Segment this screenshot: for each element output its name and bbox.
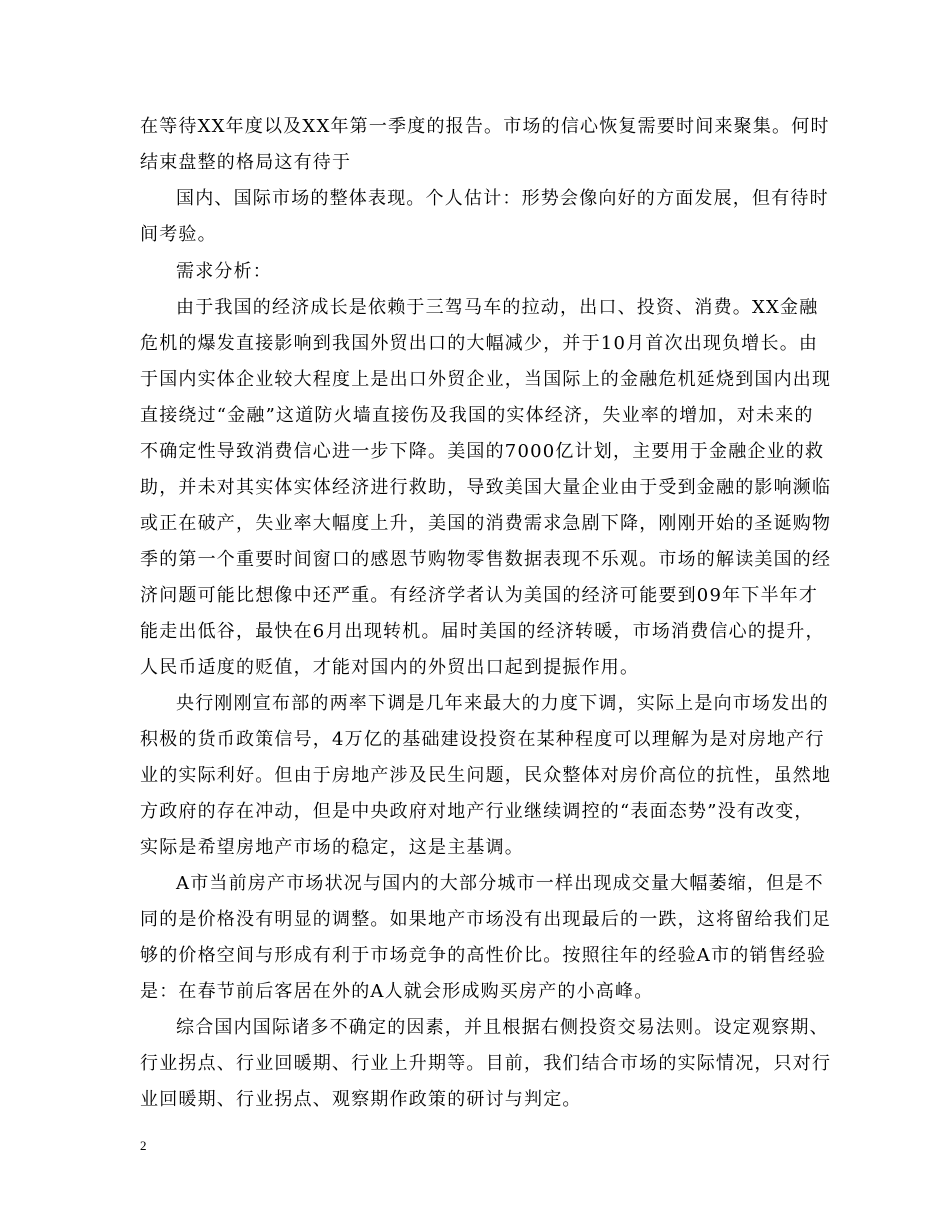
text-line: 能走出低谷，最快在6月出现转机。届时美国的经济转暖，市场消费信心的提升， [140, 621, 825, 642]
text-line: 是：在春节前后客居在外的A人就会形成购买房产的小高峰。 [140, 981, 654, 1002]
text-line: A市当前房产市场状况与国内的大部分城市一样出现成交量大幅萎缩，但是不 [176, 873, 824, 894]
text-line: 直接绕过“金融”这道防火墙直接伤及我国的实体经济，失业率的增加，对未来的 [140, 405, 814, 426]
text-line: 或正在破产，失业率大幅度上升，美国的消费需求急剧下降，刚刚开始的圣诞购物 [140, 513, 832, 534]
text-line: 于国内实体企业较大程度上是出口外贸企业，当国际上的金融危机延烧到国内出现 [140, 369, 832, 390]
text-line: 够的价格空间与形成有利于市场竞争的高性价比。按照往年的经验A市的销售经验 [140, 945, 827, 966]
text-line: 业的实际利好。但由于房地产涉及民生问题，民众整体对房价高位的抗性，虽然地 [140, 765, 832, 786]
text-line: 国内、国际市场的整体表现。个人估计：形势会像向好的方面发展，但有待时 [176, 188, 829, 209]
page-number: 2 [140, 1138, 147, 1153]
text-line: 在等待XX年度以及XX年第一季度的报告。市场的信心恢复需要时间来聚集。何时 [140, 116, 830, 137]
text-line: 济问题可能比想像中还严重。有经济学者认为美国的经济可能要到09年下半年才 [140, 585, 819, 606]
text-line: 季的第一个重要时间窗口的感恩节购物零售数据表现不乐观。市场的解读美国的经 [140, 549, 832, 570]
text-line: 不确定性导致消费信心进一步下降。美国的7000亿计划，主要用于金融企业的救 [140, 441, 825, 462]
text-line: 业回暖期、行业拐点、观察期作政策的研讨与判定。 [140, 1089, 582, 1110]
text-line: 实际是希望房地产市场的稳定，这是主基调。 [140, 837, 524, 858]
section-heading: 需求分析： [176, 261, 272, 282]
text-line: 由于我国的经济成长是依赖于三驾马车的拉动，出口、投资、消费。XX金融 [176, 297, 819, 318]
text-line: 方政府的存在冲动，但是中央政府对地产行业继续调控的“表面态势”没有改变， [140, 801, 814, 822]
text-line: 结束盘整的格局这有待于 [140, 152, 352, 173]
text-line: 间考验。 [140, 224, 217, 245]
text-line: 央行刚刚宣布部的两率下调是几年来最大的力度下调，实际上是向市场发出的 [176, 693, 829, 714]
text-line: 行业拐点、行业回暖期、行业上升期等。目前，我们结合市场的实际情况，只对行 [140, 1053, 832, 1074]
text-line: 综合国内国际诸多不确定的因素，并且根据右侧投资交易法则。设定观察期、 [176, 1017, 829, 1038]
text-line: 积极的货币政策信号，4万亿的基础建设投资在某种程度可以理解为是对房地产行 [140, 729, 825, 750]
text-line: 同的是价格没有明显的调整。如果地产市场没有出现最后的一跌，这将留给我们足 [140, 909, 832, 930]
text-line: 助，并未对其实体实体经济进行救助，导致美国大量企业由于受到金融的影响濒临 [140, 477, 832, 498]
text-line: 危机的爆发直接影响到我国外贸出口的大幅减少，并于10月首次出现负增长。由 [140, 333, 819, 354]
text-line: 人民币适度的贬值，才能对国内的外贸出口起到提振作用。 [140, 657, 640, 678]
